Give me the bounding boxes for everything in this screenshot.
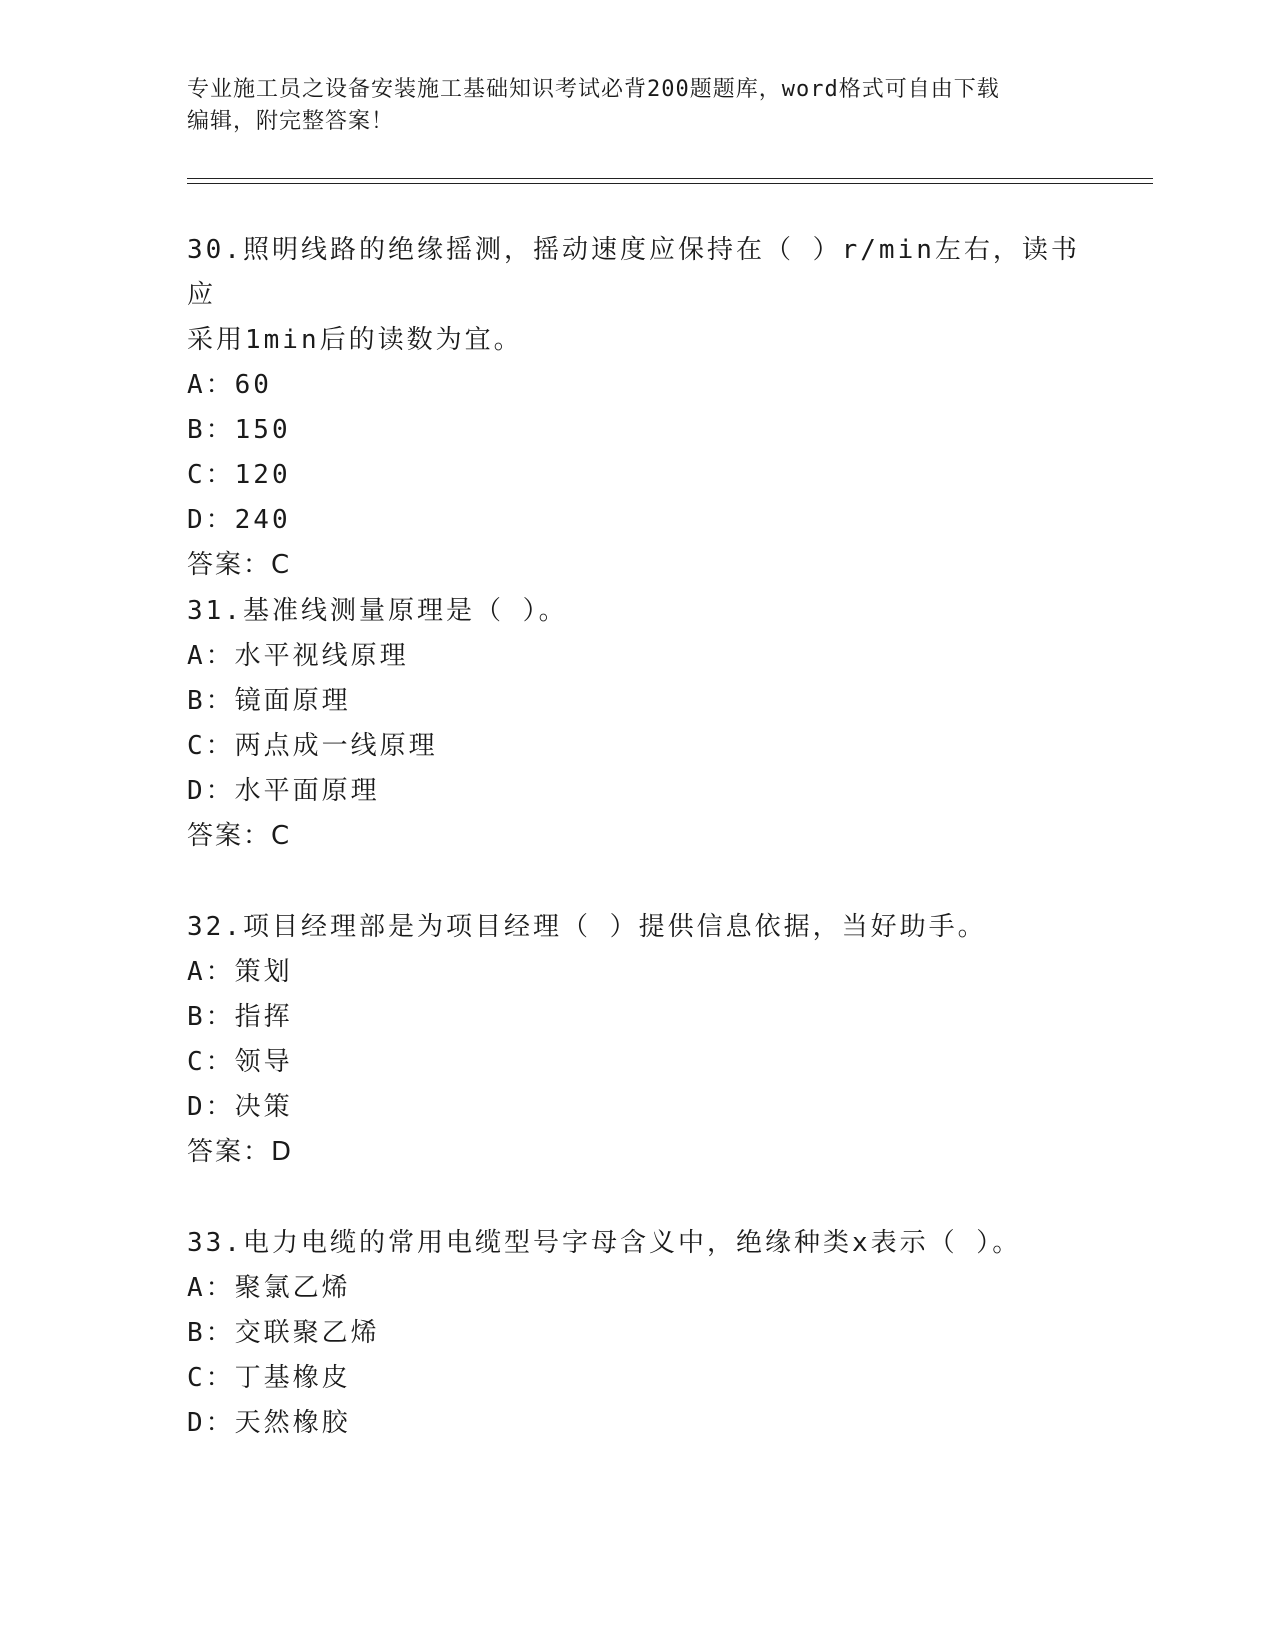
- option-b: B：指挥: [187, 1002, 293, 1032]
- option-c: C：丁基橡皮: [187, 1363, 351, 1393]
- question-stem-continued: 采用1min后的读数为宜。: [187, 325, 523, 355]
- option-a: A：聚氯乙烯: [187, 1273, 351, 1303]
- option-d: D：水平面原理: [187, 776, 380, 806]
- question-stem: 32.项目经理部是为项目经理（ ）提供信息依据，当好助手。: [187, 912, 987, 942]
- answer-value: D: [271, 1137, 294, 1167]
- question-33: [187, 1221, 1087, 1446]
- answer: [187, 814, 1087, 859]
- answer-value: C: [271, 550, 292, 580]
- header-divider-top: [187, 178, 1153, 179]
- option-a: A：60: [187, 370, 272, 400]
- answer: [187, 1130, 1087, 1175]
- header-line-1: 专业施工员之设备安装施工基础知识考试必背200题题库，word格式可自由下载: [187, 77, 1000, 102]
- option-a: A：水平视线原理: [187, 641, 409, 671]
- answer-label: 答案：: [187, 1137, 272, 1167]
- answer: [187, 543, 1087, 588]
- question-31: [187, 589, 1087, 859]
- option-c: C：两点成一线原理: [187, 731, 438, 761]
- answer-value: C: [271, 821, 292, 851]
- header-divider-bottom: [187, 183, 1153, 184]
- option-c: C：领导: [187, 1047, 293, 1077]
- header-line-2: 编辑，附完整答案！: [187, 109, 395, 134]
- option-b: B：150: [187, 415, 291, 445]
- question-stem: 30.照明线路的绝缘摇测，摇动速度应保持在（ ）r/min左右，读书应: [187, 235, 1080, 310]
- answer-label: 答案：: [187, 550, 272, 580]
- option-c: C：120: [187, 460, 291, 490]
- question-30: [187, 228, 1087, 588]
- option-b: B：镜面原理: [187, 686, 351, 716]
- answer-label: 答案：: [187, 821, 272, 851]
- question-32: [187, 905, 1087, 1175]
- option-b: B：交联聚乙烯: [187, 1318, 380, 1348]
- option-a: A：策划: [187, 957, 293, 987]
- option-d: D：决策: [187, 1092, 293, 1122]
- question-stem: 31.基准线测量原理是（ ）。: [187, 596, 568, 626]
- option-d: D：240: [187, 505, 291, 535]
- document-header: [187, 74, 1087, 138]
- question-stem: 33.电力电缆的常用电缆型号字母含义中，绝缘种类x表示（ ）。: [187, 1228, 1022, 1258]
- option-d: D：天然橡胶: [187, 1408, 351, 1438]
